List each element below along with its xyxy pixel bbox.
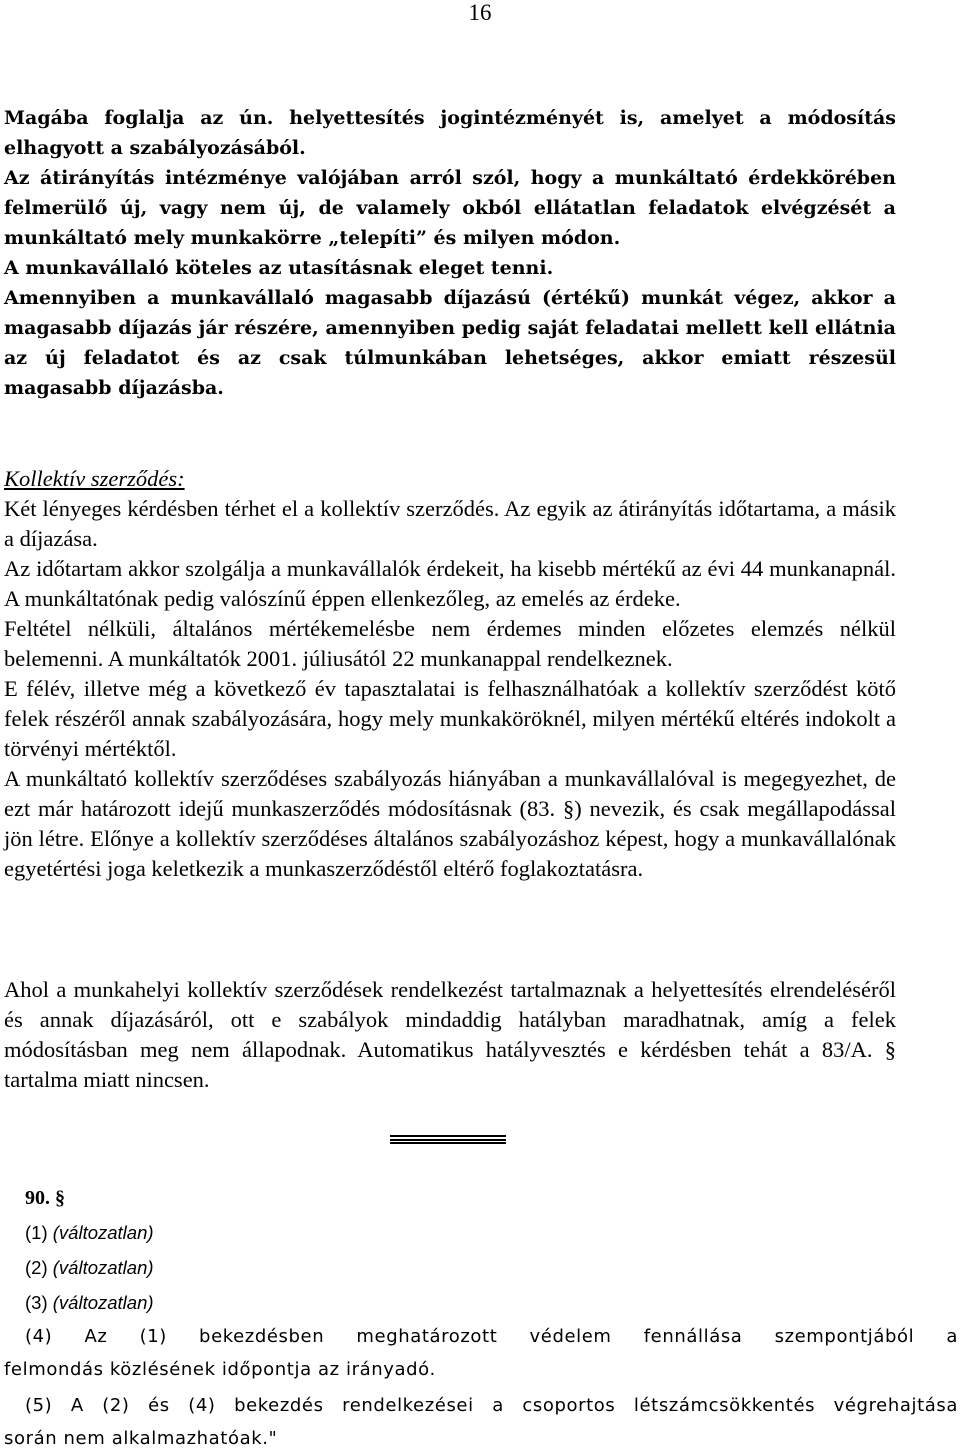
paragraph: Magába foglalja az ún. helyettesítés jogintézményét is, amelyet a módosítás elhagyott a szabályozásából. — [4, 107, 896, 159]
item-number: (3) — [25, 1292, 48, 1313]
item-4-rest: felmondás közlésének időpontja az irányadó. — [4, 1359, 436, 1380]
section-heading: Kollektív szerződés: — [4, 466, 185, 491]
section-separator — [390, 1135, 506, 1144]
section-90-item-4 — [4, 1320, 958, 1386]
paragraph: E félév, illetve még a következő év tapasztalatai is felhasználhatóak a kollektív szerződést kötő felek részéről annak szabályozására, hogy mely munkaköröknél, milyen mértékű eltérés indokolt a törvényi mértéktől. — [4, 676, 896, 761]
list-item — [25, 1255, 154, 1281]
list-item — [25, 1220, 154, 1246]
item-4-first-line: (4) Az (1) bekezdésben meghatározott védelem fennállása szempontjából a — [25, 1326, 958, 1347]
section-90-item-5 — [4, 1389, 958, 1455]
paragraph: Amennyiben a munkavállaló magasabb díjazású (értékű) munkát végez, akkor a magasabb díjazás jár részére, amennyiben pedig saját feladatai mellett kell ellátnia az új feladatot és az csak túlmunkában lehetséges, akkor emiatt részesül magasabb díjazásba. — [4, 287, 896, 399]
page-number: 16 — [468, 0, 492, 25]
item-text: (változatlan) — [52, 1292, 154, 1313]
paragraph: Feltétel nélküli, általános mértékemelésbe nem érdemes minden előzetes elemzés nélkül belemenni. A munkáltatók 2001. júliusától 22 munkanappal rendelkeznek. — [4, 616, 896, 671]
bold-text-section — [4, 103, 896, 403]
paragraph: Ahol a munkahelyi kollektív szerződések rendelkezést tartalmaznak a helyettesítés elrendeléséről és annak díjazásáról, ott e szabályok mindaddig hatályban maradhatnak, amíg a felek módosításban meg nem állapodnak. Automatikus hatályvesztés e kérdésben tehát a 83/A. § tartalma miatt nincsen. — [4, 977, 896, 1092]
section-90-title: 90. § — [25, 1187, 65, 1209]
item-5-first-line: (5) A (2) és (4) bekezdés rendelkezései a csoportos létszámcsökkentés végrehajtása — [25, 1395, 958, 1416]
item-text: (változatlan) — [52, 1257, 154, 1278]
item-5-rest: során nem alkalmazhatóak." — [4, 1428, 278, 1449]
list-item — [25, 1290, 154, 1316]
paragraph: A munkavállaló köteles az utasításnak eleget tenni. — [4, 257, 554, 279]
kollektiv-szerzodes-section — [4, 464, 896, 884]
item-number: (2) — [25, 1257, 48, 1278]
ahol-section — [4, 975, 896, 1095]
paragraph: Az átirányítás intézménye valójában arról szól, hogy a munkáltató érdekkörében felmerülő új, vagy nem új, de valamely okból ellátatlan feladatok elvégzését a munkáltató mely munkakörre „telepíti” és milyen módon. — [4, 167, 896, 249]
paragraph: Az időtartam akkor szolgálja a munkavállalók érdekeit, ha kisebb mértékű az évi 44 munkanapnál. A munkáltatónak pedig valószínű éppen ellenkezőleg, az emelés az érdeke. — [4, 556, 896, 611]
paragraph: Két lényeges kérdésben térhet el a kollektív szerződés. Az egyik az átirányítás időtartama, a másik a díjazása. — [4, 496, 896, 551]
paragraph: A munkáltató kollektív szerződéses szabályozás hiányában a munkavállalóval is megegyezhet, de ezt már határozott idejű munkaszerződés módosításnak (83. §) nevezik, és csak megállapodással jön létre. Előnye a kollektív szerződéses általános szabályozáshoz képest, hogy a munkavállalónak egyetértési joga keletkezik a munkaszerződéstől eltérő foglakoztatásra. — [4, 766, 896, 881]
item-text: (változatlan) — [52, 1222, 154, 1243]
item-number: (1) — [25, 1222, 48, 1243]
